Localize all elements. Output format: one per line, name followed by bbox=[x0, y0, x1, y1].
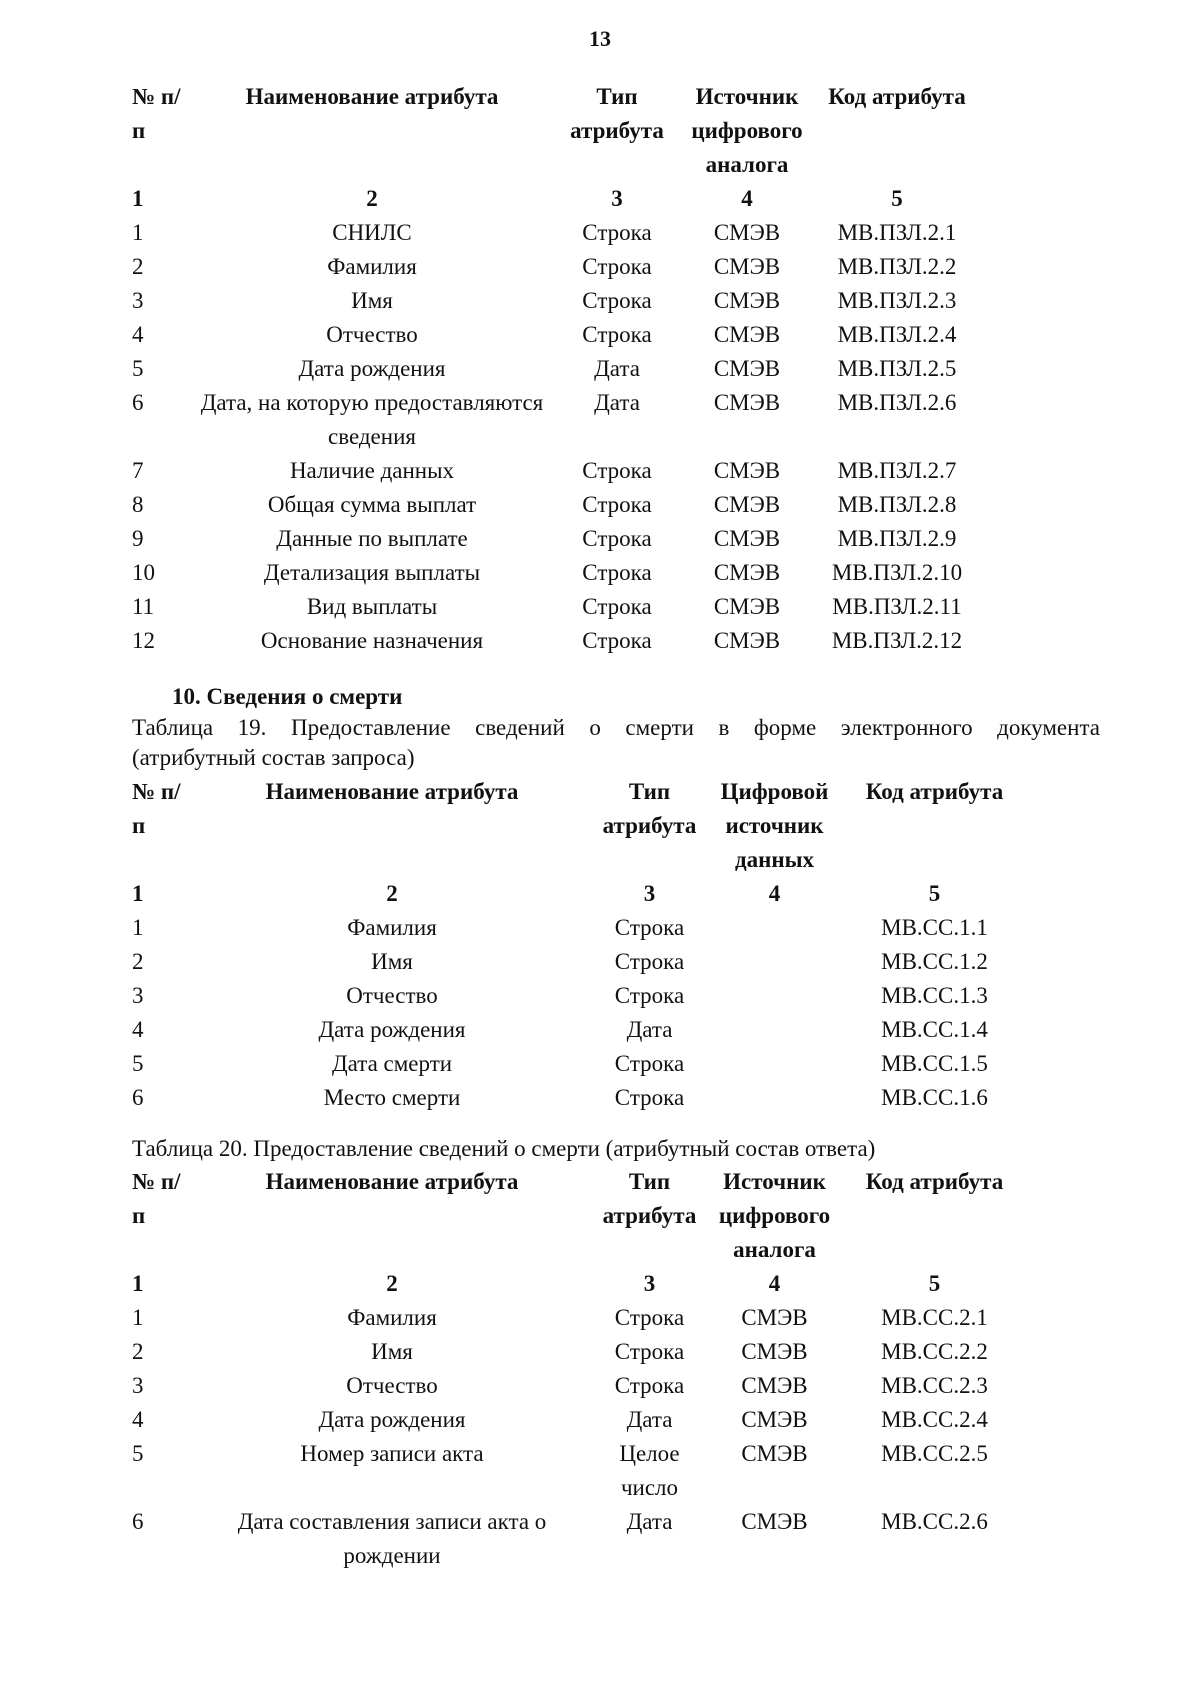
cell-attribute-type: Дата bbox=[626, 1017, 673, 1042]
cell-attribute-type: Строка bbox=[614, 1085, 685, 1110]
cell-attribute-name: Вид выплаты bbox=[306, 594, 438, 619]
cell-attribute-name: Дата составления записи акта о рождении bbox=[237, 1509, 547, 1568]
header-attribute-type: Тип атрибута bbox=[602, 1169, 697, 1228]
cell-source bbox=[707, 945, 842, 979]
header-number: № п/п bbox=[132, 1169, 181, 1228]
cell-number: 10 bbox=[132, 560, 155, 585]
cell-attribute-name: 2 bbox=[366, 186, 378, 211]
cell-number: 11 bbox=[132, 594, 155, 619]
table-row bbox=[132, 488, 982, 522]
cell-source: СМЭВ bbox=[713, 560, 781, 585]
header-attribute-name: Наименование атрибута bbox=[265, 1169, 519, 1194]
table-row bbox=[132, 911, 1027, 945]
cell-attribute-type: Целое число bbox=[619, 1441, 680, 1500]
cell-number: 6 bbox=[132, 390, 144, 415]
cell-attribute-code: МВ.СС.2.1 bbox=[881, 1305, 988, 1330]
table-row bbox=[132, 1403, 1027, 1437]
cell-attribute-name: Дата рождения bbox=[298, 356, 446, 381]
cell-source bbox=[707, 979, 842, 1013]
cell-attribute-name: Общая сумма выплат bbox=[267, 492, 477, 517]
cell-source: СМЭВ bbox=[713, 254, 781, 279]
header-attribute-code: Код атрибута bbox=[865, 779, 1004, 804]
cell-number: 5 bbox=[132, 356, 144, 381]
cell-attribute-type: Строка bbox=[614, 1373, 685, 1398]
table-row bbox=[132, 454, 982, 488]
cell-attribute-type: Дата bbox=[594, 356, 640, 381]
cell-source bbox=[707, 1081, 842, 1115]
header-source: Источник цифрового аналога bbox=[691, 84, 803, 177]
cell-attribute-type: Дата bbox=[594, 390, 640, 415]
table-caption-20: Таблица 20. Предоставление сведений о смерти (атрибутный состав ответа) bbox=[132, 1136, 876, 1161]
cell-source: СМЭВ bbox=[713, 628, 781, 653]
cell-attribute-code: МВ.ПЗЛ.2.3 bbox=[837, 288, 957, 313]
cell-attribute-name: СНИЛС bbox=[332, 220, 412, 245]
cell-attribute-type: Строка bbox=[582, 220, 652, 245]
cell-attribute-type: Строка bbox=[582, 458, 652, 483]
cell-number: 2 bbox=[132, 1339, 144, 1364]
cell-attribute-name: Отчество bbox=[326, 322, 418, 347]
cell-attribute-name: Дата, на которую предоставляются сведения bbox=[200, 390, 544, 449]
cell-number: 8 bbox=[132, 492, 144, 517]
table-row bbox=[132, 1047, 1027, 1081]
cell-attribute-type: Дата bbox=[626, 1509, 673, 1534]
cell-attribute-code: МВ.СС.1.2 bbox=[881, 949, 988, 974]
cell-attribute-code: МВ.ПЗЛ.2.1 bbox=[837, 220, 957, 245]
table-row bbox=[132, 624, 982, 658]
cell-attribute-code: МВ.ПЗЛ.2.11 bbox=[832, 594, 962, 619]
cell-attribute-type: Строка bbox=[614, 983, 685, 1008]
cell-source: СМЭВ bbox=[713, 390, 781, 415]
cell-attribute-type: Строка bbox=[614, 949, 685, 974]
cell-attribute-name: Наличие данных bbox=[289, 458, 455, 483]
table-row bbox=[132, 1301, 1027, 1335]
header-source: Источник цифрового аналога bbox=[718, 1169, 831, 1262]
page-number: 13 bbox=[589, 26, 611, 51]
header-attribute-code: Код атрибута bbox=[828, 84, 966, 109]
table-row bbox=[132, 1013, 1027, 1047]
cell-number: 5 bbox=[132, 1051, 144, 1076]
table-row bbox=[132, 556, 982, 590]
table-row bbox=[132, 352, 982, 386]
cell-attribute-code: МВ.СС.2.3 bbox=[881, 1373, 988, 1398]
table-row bbox=[132, 216, 982, 250]
cell-attribute-type: Строка bbox=[582, 288, 652, 313]
cell-source: СМЭВ bbox=[741, 1407, 808, 1432]
column-index-row bbox=[132, 182, 982, 216]
cell-attribute-code: 5 bbox=[891, 186, 903, 211]
cell-number: 4 bbox=[132, 1017, 144, 1042]
cell-source: СМЭВ bbox=[713, 492, 781, 517]
cell-attribute-code: МВ.СС.1.4 bbox=[881, 1017, 988, 1042]
cell-number: 1 bbox=[132, 220, 144, 245]
cell-attribute-type: Строка bbox=[582, 560, 652, 585]
cell-attribute-name: Дата рождения bbox=[318, 1017, 466, 1042]
cell-source bbox=[707, 1047, 842, 1081]
cell-attribute-code: МВ.СС.2.4 bbox=[881, 1407, 988, 1432]
cell-number: 4 bbox=[132, 1407, 144, 1432]
cell-attribute-type: Строка bbox=[614, 915, 685, 940]
cell-attribute-type: Строка bbox=[582, 492, 652, 517]
cell-source: 4 bbox=[741, 186, 753, 211]
cell-source: СМЭВ bbox=[713, 322, 781, 347]
table-row bbox=[132, 318, 982, 352]
cell-attribute-code: МВ.ПЗЛ.2.6 bbox=[837, 390, 957, 415]
cell-attribute-code: МВ.ПЗЛ.2.8 bbox=[837, 492, 957, 517]
table-row bbox=[132, 1437, 1027, 1505]
cell-source: СМЭВ bbox=[713, 526, 781, 551]
cell-attribute-code: МВ.СС.2.6 bbox=[881, 1509, 988, 1534]
table-body bbox=[132, 1267, 1027, 1573]
header-attribute-code: Код атрибута bbox=[865, 1169, 1004, 1194]
cell-source: СМЭВ bbox=[741, 1305, 808, 1330]
table-row bbox=[132, 1505, 1027, 1573]
cell-source: СМЭВ bbox=[741, 1373, 808, 1398]
cell-attribute-code: МВ.СС.1.6 bbox=[881, 1085, 988, 1110]
table-death-response bbox=[132, 1165, 1027, 1573]
cell-attribute-code: МВ.СС.1.3 bbox=[881, 983, 988, 1008]
cell-number: 6 bbox=[132, 1085, 144, 1110]
table-row bbox=[132, 979, 1027, 1013]
cell-number: 1 bbox=[132, 1271, 144, 1296]
column-index-row bbox=[132, 1267, 1027, 1301]
cell-attribute-code: МВ.СС.2.5 bbox=[881, 1441, 988, 1466]
section-title: 10. Сведения о смерти bbox=[172, 684, 403, 709]
cell-number: 9 bbox=[132, 526, 144, 551]
table-row bbox=[132, 250, 982, 284]
cell-attribute-name: 2 bbox=[386, 1271, 398, 1296]
cell-attribute-name: Фамилия bbox=[327, 254, 417, 279]
table-row bbox=[132, 1369, 1027, 1403]
cell-number: 5 bbox=[132, 1441, 144, 1466]
cell-number: 1 bbox=[132, 1305, 144, 1330]
cell-attribute-name: Имя bbox=[371, 1339, 413, 1364]
cell-number: 1 bbox=[132, 186, 144, 211]
header-number: № п/п bbox=[132, 84, 181, 143]
header-attribute-name: Наименование атрибута bbox=[245, 84, 499, 109]
cell-source: 4 bbox=[768, 881, 781, 906]
cell-attribute-code: 5 bbox=[928, 1271, 941, 1296]
cell-number: 2 bbox=[132, 254, 144, 279]
cell-number: 1 bbox=[132, 915, 144, 940]
cell-number: 7 bbox=[132, 458, 144, 483]
cell-attribute-type: Строка bbox=[614, 1051, 685, 1076]
table-row bbox=[132, 522, 982, 556]
cell-source: СМЭВ bbox=[713, 356, 781, 381]
cell-number: 2 bbox=[132, 949, 144, 974]
cell-attribute-name: 2 bbox=[386, 881, 398, 906]
table-header-row bbox=[132, 775, 1027, 877]
cell-attribute-type: 3 bbox=[643, 1271, 656, 1296]
cell-source: СМЭВ bbox=[713, 594, 781, 619]
header-attribute-type: Тип атрибута bbox=[570, 84, 664, 143]
cell-attribute-type: Строка bbox=[582, 594, 652, 619]
cell-attribute-name: Дата смерти bbox=[331, 1051, 453, 1076]
cell-attribute-code: МВ.ПЗЛ.2.9 bbox=[837, 526, 957, 551]
cell-attribute-type: Строка bbox=[582, 628, 652, 653]
table-body bbox=[132, 182, 982, 658]
cell-attribute-name: Данные по выплате bbox=[276, 526, 468, 551]
table-caption-19-continued: (атрибутный состав запроса) bbox=[132, 745, 415, 770]
cell-attribute-name: Имя bbox=[371, 949, 413, 974]
cell-source bbox=[707, 1013, 842, 1047]
cell-attribute-code: МВ.СС.1.5 bbox=[881, 1051, 988, 1076]
cell-number: 1 bbox=[132, 881, 144, 906]
cell-attribute-code: МВ.ПЗЛ.2.4 bbox=[837, 322, 957, 347]
table-payments-response bbox=[132, 80, 982, 658]
cell-attribute-type: Строка bbox=[582, 322, 652, 347]
cell-attribute-code: МВ.ПЗЛ.2.7 bbox=[837, 458, 957, 483]
table-row bbox=[132, 945, 1027, 979]
header-number: № п/п bbox=[132, 779, 181, 838]
cell-source: 4 bbox=[768, 1271, 781, 1296]
cell-attribute-code: МВ.ПЗЛ.2.12 bbox=[831, 628, 963, 653]
cell-attribute-name: Фамилия bbox=[347, 1305, 437, 1330]
cell-attribute-type: 3 bbox=[611, 186, 623, 211]
cell-number: 3 bbox=[132, 288, 144, 313]
cell-attribute-code: МВ.СС.1.1 bbox=[881, 915, 988, 940]
cell-number: 12 bbox=[132, 628, 155, 653]
cell-attribute-code: МВ.ПЗЛ.2.2 bbox=[837, 254, 957, 279]
cell-attribute-name: Дата рождения bbox=[318, 1407, 466, 1432]
cell-attribute-name: Детализация выплаты bbox=[263, 560, 481, 585]
cell-attribute-code: МВ.СС.2.2 bbox=[881, 1339, 988, 1364]
cell-source: СМЭВ bbox=[741, 1441, 808, 1466]
table-row bbox=[132, 284, 982, 318]
cell-number: 3 bbox=[132, 983, 144, 1008]
table-row bbox=[132, 1081, 1027, 1115]
cell-attribute-code: МВ.ПЗЛ.2.10 bbox=[831, 560, 963, 585]
cell-number: 6 bbox=[132, 1509, 144, 1534]
cell-source: СМЭВ bbox=[713, 288, 781, 313]
cell-attribute-name: Отчество bbox=[346, 1373, 438, 1398]
cell-attribute-code: МВ.ПЗЛ.2.5 bbox=[837, 356, 957, 381]
cell-attribute-type: Строка bbox=[614, 1305, 685, 1330]
cell-attribute-name: Имя bbox=[351, 288, 393, 313]
cell-attribute-name: Место смерти bbox=[323, 1085, 461, 1110]
cell-attribute-name: Основание назначения bbox=[260, 628, 484, 653]
cell-number: 4 bbox=[132, 322, 144, 347]
header-attribute-name: Наименование атрибута bbox=[265, 779, 519, 804]
cell-source: СМЭВ bbox=[713, 220, 781, 245]
cell-source: СМЭВ bbox=[741, 1509, 808, 1534]
table-row bbox=[132, 590, 982, 624]
cell-source: СМЭВ bbox=[713, 458, 781, 483]
table-death-request bbox=[132, 775, 1027, 1115]
table-row bbox=[132, 1335, 1027, 1369]
header-source: Цифровой источник данных bbox=[720, 779, 829, 872]
column-index-row bbox=[132, 877, 1027, 911]
table-header-row bbox=[132, 80, 982, 182]
cell-attribute-type: Строка bbox=[582, 526, 652, 551]
cell-attribute-type: Строка bbox=[614, 1339, 685, 1364]
cell-attribute-type: Строка bbox=[582, 254, 652, 279]
cell-attribute-type: 3 bbox=[643, 881, 656, 906]
header-attribute-type: Тип атрибута bbox=[602, 779, 697, 838]
cell-attribute-name: Номер записи акта bbox=[300, 1441, 484, 1466]
cell-attribute-type: Дата bbox=[626, 1407, 673, 1432]
table-header-row bbox=[132, 1165, 1027, 1267]
cell-source bbox=[707, 911, 842, 945]
cell-attribute-code: 5 bbox=[928, 881, 941, 906]
table-body bbox=[132, 877, 1027, 1115]
cell-attribute-name: Отчество bbox=[346, 983, 438, 1008]
cell-number: 3 bbox=[132, 1373, 144, 1398]
cell-source: СМЭВ bbox=[741, 1339, 808, 1364]
table-caption-19: Таблица 19. Предоставление сведений о смерти в форме электронного документа bbox=[132, 715, 1100, 740]
cell-attribute-name: Фамилия bbox=[347, 915, 437, 940]
table-row bbox=[132, 386, 982, 454]
